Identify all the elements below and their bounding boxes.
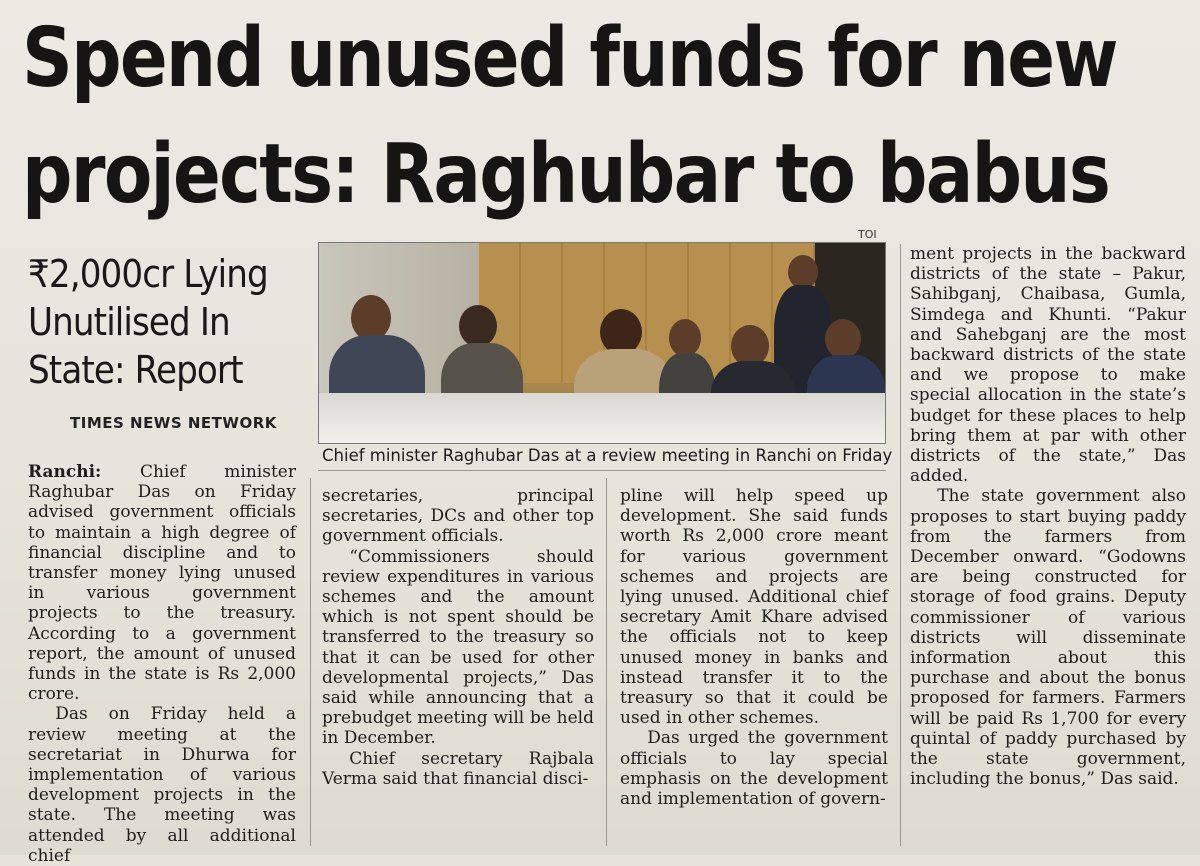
meeting-photo: [318, 242, 886, 444]
subhead-line-2: Unutilised In: [28, 300, 230, 344]
subheadline: [28, 250, 271, 394]
photo-credit: TOI: [858, 228, 877, 241]
col2-paragraph-2: “Commissioners should review expenditures in various schemes and the amount which is not spent should be transferred to the treasury so that it can be used for other developmental projects,” Das said while announcing that a prebudget meeting will be held in December.: [322, 546, 594, 749]
subhead-line-1: ₹2,000cr Lying: [28, 252, 268, 296]
byline: TIMES NEWS NETWORK: [70, 414, 277, 432]
caption-rule: [318, 470, 886, 471]
column-divider-1: [310, 478, 311, 846]
article-column-3: [620, 486, 888, 809]
column-divider-2: [606, 478, 607, 846]
col1-paragraph-2: Das on Friday held a review meeting at the secretariat in Dhurwa for implementation of various development projects in the state. The meeting was attended by all additional chief: [28, 704, 296, 866]
headline-line-2: projects: Raghubar to babus: [22, 127, 1110, 222]
col3-paragraph-1: pline will help speed up development. She said funds worth Rs 2,000 crore meant for various government schemes and projects are lying unused. Additional chief secretary Amit Khare advised the officials not to keep unused money in banks and instead transfer it to the treasury so that it could be used in other schemes.: [620, 486, 888, 729]
article-column-4: [910, 244, 1186, 789]
col1-paragraph-1: Chief minister Raghubar Das on Friday advised government officials to maintain a high degree of financial discipline and to transfer money lying unused in various government projects to the treasury. According to a government report, the amount of unused funds in the state is Rs 2,000 crore.: [28, 462, 296, 705]
col2-paragraph-1: secretaries, principal secretaries, DCs and other top government officials.: [322, 486, 594, 547]
col4-paragraph-2: The state government also proposes to start buying paddy from the farmers from December onward. “Godowns are being constructed for storage of food grains. Deputy commissioner of various districts will disseminate information about this purchase and about the bonus proposed for farmers. Farmers will be paid Rs 1,700 for every quintal of paddy purchased by the state government, including the bonus,” Das said.: [910, 486, 1186, 790]
article-column-2: [322, 486, 594, 789]
col4-paragraph-1: ment projects in the backward districts of the state – Pakur, Sahibganj, Chaibasa, Gumla, Simdega and Khunti. “Pakur and Sahebganj are the most backward districts of the state and we propose to make special allocation in the state’s budget for these places to help bring them at par with other districts of the state,” Das added.: [910, 244, 1186, 487]
article-column-1: [28, 462, 296, 866]
headline-line-1: Spend unused funds for new: [22, 11, 1117, 106]
dateline: Ranchi:: [28, 462, 102, 482]
col2-paragraph-3: Chief secretary Rajbala Verma said that financial disci-: [322, 748, 594, 789]
photo-caption: Chief minister Raghubar Das at a review meeting in Ranchi on Friday: [322, 446, 893, 465]
col3-paragraph-2: Das urged the government officials to lay special emphasis on the development and implementation of govern-: [620, 728, 888, 810]
column-divider-3: [900, 244, 901, 846]
photo-conference-table: [319, 393, 885, 443]
headline: [22, 11, 1117, 222]
subhead-line-3: State: Report: [28, 348, 243, 392]
